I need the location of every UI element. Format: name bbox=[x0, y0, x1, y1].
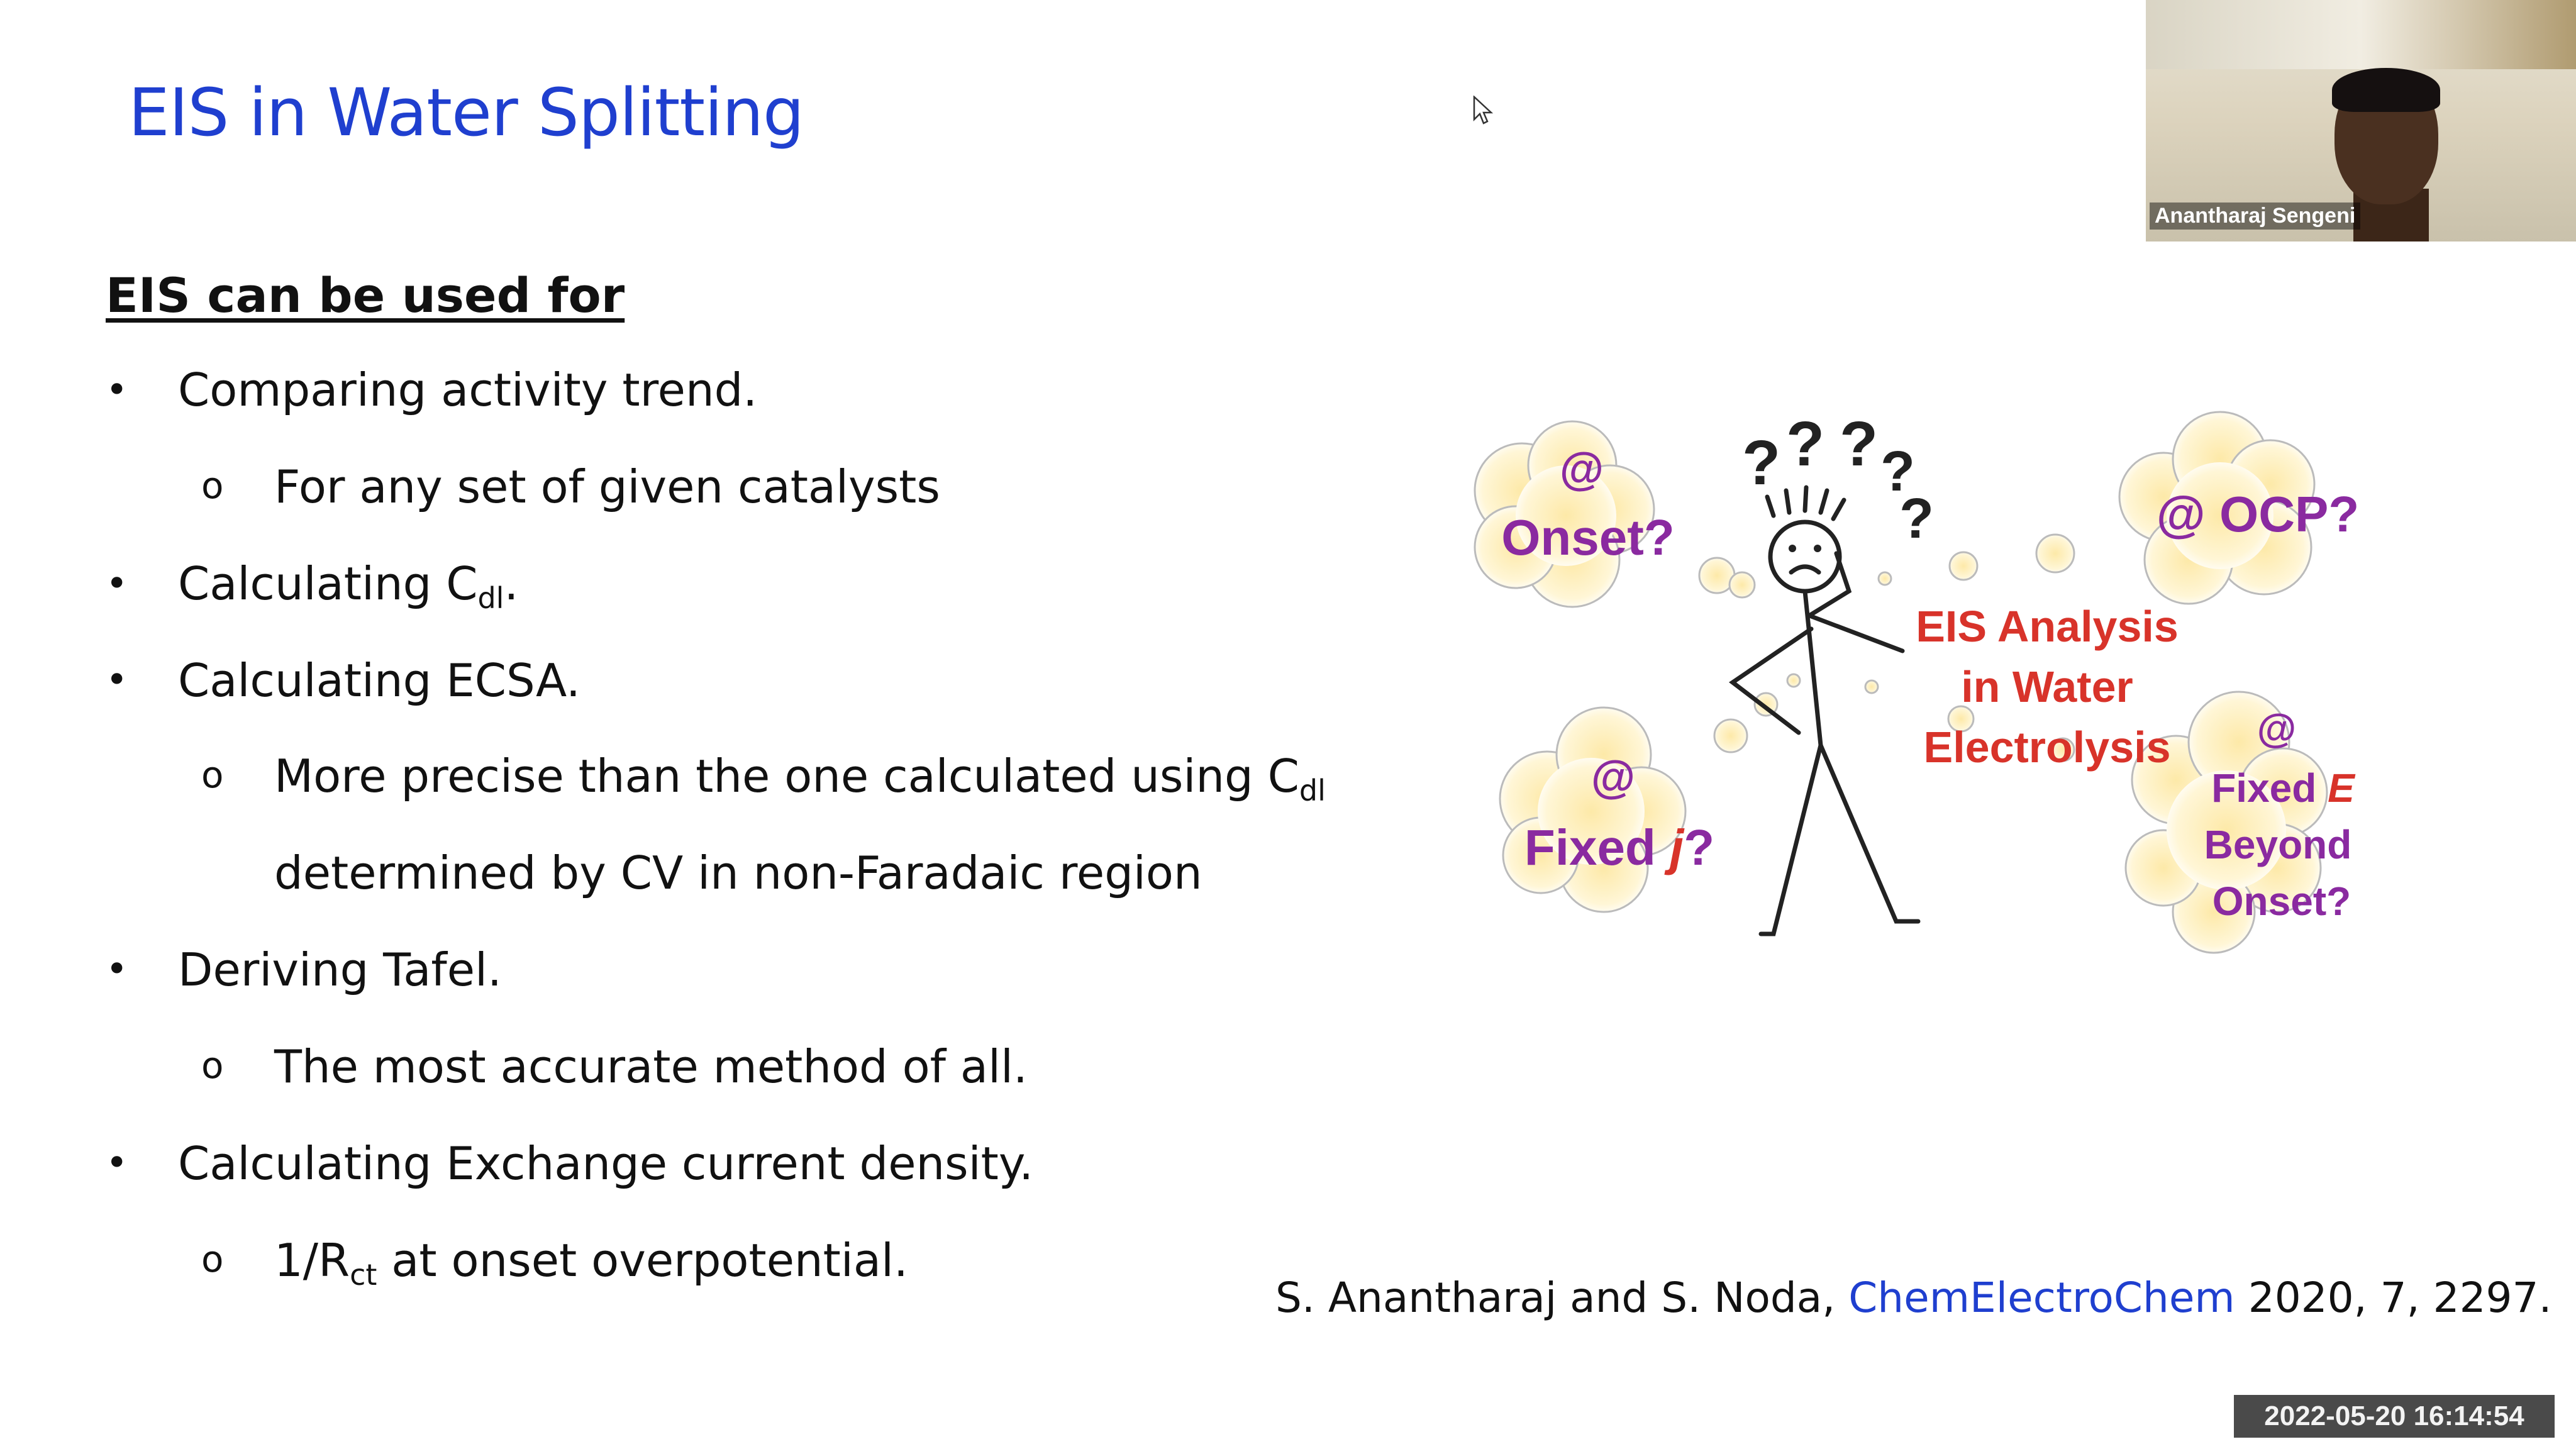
list-item: Comparing activity trend. bbox=[178, 364, 758, 416]
cloud-fixed-e-beyond: Beyond bbox=[2204, 822, 2352, 867]
citation bbox=[1275, 1274, 2552, 1322]
participant-video-tile[interactable] bbox=[2146, 0, 2576, 242]
list-item: determined by CV in non-Faradaic region bbox=[274, 847, 1202, 899]
cloud-fixed-e-at: @ bbox=[2257, 706, 2297, 751]
bullet-marker: • bbox=[106, 947, 128, 991]
citation-journal-link[interactable]: ChemElectroChem bbox=[1848, 1274, 2235, 1322]
sub-bullet-marker: o bbox=[201, 1044, 224, 1087]
list-item bbox=[274, 750, 1326, 808]
thought-cloud-fixed-j bbox=[1500, 708, 1685, 912]
question-mark: ? bbox=[1742, 428, 1781, 498]
cloud-fixed-j-label: Fixed j? bbox=[1524, 819, 1715, 875]
center-label-line2: in Water bbox=[1961, 662, 2133, 711]
cloud-ocp-label: @ OCP? bbox=[2156, 486, 2360, 542]
sub-bullet-marker: o bbox=[201, 1238, 224, 1280]
eis-thinking-illustration bbox=[1446, 402, 2428, 956]
video-background bbox=[2146, 0, 2576, 69]
participant-name-label: Anantharaj Sengeni bbox=[2150, 203, 2360, 230]
cloud-onset-label: Onset? bbox=[1501, 509, 1675, 565]
list-item: Deriving Tafel. bbox=[178, 943, 502, 996]
list-item-text: 1/R bbox=[274, 1234, 350, 1287]
mouse-pointer-icon bbox=[1473, 96, 1493, 126]
list-item-text: at onset overpotential. bbox=[377, 1234, 908, 1287]
bullet-marker: • bbox=[106, 368, 128, 412]
citation-details: 2020, 7, 2297. bbox=[2235, 1274, 2552, 1322]
bullet-marker: • bbox=[106, 562, 128, 606]
list-item: Calculating Exchange current density. bbox=[178, 1137, 1034, 1190]
list-item-text: . bbox=[504, 557, 519, 610]
bullet-marker: • bbox=[106, 1141, 128, 1185]
citation-authors: S. Anantharaj and S. Noda, bbox=[1275, 1274, 1849, 1322]
subscript: dl bbox=[477, 581, 504, 615]
list-item: For any set of given catalysts bbox=[274, 460, 940, 513]
list-item-text: More precise than the one calculated using C bbox=[274, 750, 1299, 802]
participant-video-image bbox=[2332, 68, 2440, 112]
recording-timestamp: 2022-05-20 16:14:54 bbox=[2234, 1395, 2555, 1438]
bullet-marker: • bbox=[106, 658, 128, 702]
list-item bbox=[274, 1234, 908, 1292]
cloud-onset-at: @ bbox=[1559, 444, 1604, 494]
cloud-fixed-e-onset: Onset? bbox=[2212, 879, 2351, 924]
question-mark: ? bbox=[1899, 487, 1934, 550]
slide-title: EIS in Water Splitting bbox=[128, 74, 804, 151]
list-item bbox=[178, 557, 518, 615]
cloud-fixed-e-label: Fixed E bbox=[2211, 765, 2355, 811]
list-item-text: Calculating C bbox=[178, 557, 478, 610]
cloud-fixed-j-at: @ bbox=[1591, 752, 1636, 802]
question-mark: ? bbox=[1786, 409, 1825, 479]
list-item: Calculating ECSA. bbox=[178, 654, 580, 707]
list-item: The most accurate method of all. bbox=[274, 1040, 1028, 1093]
subscript: ct bbox=[350, 1258, 377, 1292]
subscript: dl bbox=[1299, 774, 1326, 808]
list-heading: EIS can be used for bbox=[106, 267, 625, 323]
question-mark: ? bbox=[1840, 409, 1879, 479]
center-label-line1: EIS Analysis bbox=[1916, 602, 2179, 651]
question-mark: ? bbox=[1880, 440, 1915, 503]
sub-bullet-marker: o bbox=[201, 464, 224, 507]
center-label-line3: Electrolysis bbox=[1923, 723, 2171, 772]
sub-bullet-marker: o bbox=[201, 753, 224, 796]
